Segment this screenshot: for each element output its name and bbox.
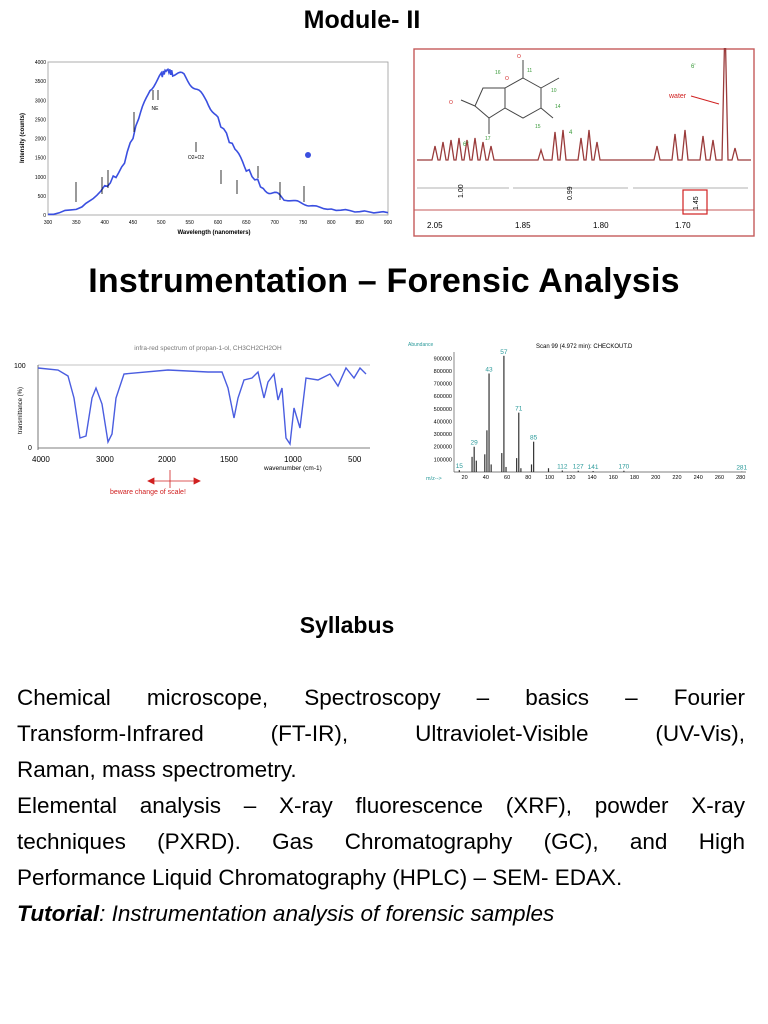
svg-text:14: 14 [555,104,561,110]
ms-peak-label: 112 [557,463,568,471]
mass-spectrum-chart [396,338,756,484]
syllabus-heading: Syllabus [299,612,395,638]
peak-label-6p: 6' [691,64,696,70]
ms-xtick: 180 [629,475,640,481]
c1-xtick: 800 [327,220,336,226]
ms-ytick: 200000 [433,444,452,451]
ms-xtick: 120 [566,475,576,481]
c1-ytick: 4000 [34,60,46,66]
ms-xtick: 80 [525,475,532,481]
svg-text:15: 15 [535,124,541,130]
syllabus-line: Chemical microscope, Spectroscopy – basics – Fourier [17,685,745,710]
integral-1: 1.00 [458,184,465,198]
nmr-tick-3: 1.80 [593,221,609,230]
ms-ytick: 600000 [433,394,452,401]
ms-ytick: 400000 [433,419,452,426]
svg-text:11: 11 [527,68,533,74]
ms-xtick: 200 [651,475,661,481]
c1-xtick: 300 [43,220,53,226]
c1-xtick: 600 [213,220,223,226]
ms-peak-label: 170 [618,463,630,471]
syllabus-line: Performance Liquid Chromatography (HPLC) – SEM- EDAX. [17,865,623,890]
nmr-spectrum-chart [413,48,755,238]
ms-xticks [462,475,746,481]
ms-peak-label: 15 [455,463,463,471]
ms-peak-labels [456,349,748,472]
tutorial-text: : Instrumentation analysis of forensic samples [99,901,555,926]
ms-peak-label: 43 [485,366,493,374]
c1-xtick: 400 [100,220,109,226]
svg-text:O: O [505,76,509,82]
svg-text:17: 17 [485,136,491,142]
ms-xtick: 20 [461,475,468,481]
ir-spectrum-chart [8,338,373,500]
nmr-tick-2: 1.85 [515,221,531,230]
syllabus-line: Elemental analysis – X-ray fluorescence (XRF), powder X-ray [17,793,745,818]
ms-ytick: 500000 [433,406,452,413]
svg-text:10: 10 [551,88,557,94]
tutorial-line [17,896,745,932]
svg-text:1000: 1000 [284,455,302,464]
svg-text:4000: 4000 [32,455,50,464]
svg-text:O: O [449,100,453,106]
c1-ytick: 0 [43,213,46,219]
water-label: water [669,93,687,100]
c1-xtick: 750 [298,220,308,226]
module-title: Module- II [303,6,421,34]
c1-ytick: 500 [37,193,46,200]
c1-ytick: 2500 [34,117,46,124]
ir-ylabel: transmittance (%) [18,386,24,434]
ms-xtick: 280 [736,475,746,481]
ms-xtick: 100 [544,475,555,481]
nmr-tick-1: 2.05 [427,221,443,230]
c1-ytick: 1500 [34,155,46,162]
svg-text:2000: 2000 [158,455,176,464]
c1-xtick: 350 [72,220,81,226]
syllabus-line: Raman, mass spectrometry. [17,757,297,782]
ms-xtick: 140 [587,475,597,481]
emission-dot [305,152,311,158]
ms-ytick: 800000 [433,368,452,375]
ms-peak-label: 281 [736,464,748,472]
c1-xtick: 500 [157,220,166,226]
emission-spectrum-chart [14,52,394,242]
svg-text:3000: 3000 [96,455,114,464]
c1-ytick: 3000 [34,98,46,105]
integral-2: 0.99 [567,186,574,200]
c1-xtick: 700 [270,220,279,226]
ir-title: infra-red spectrum of propan-1-ol, CH3CH2CH2OH [134,345,282,352]
ms-peak-label: 141 [587,463,599,471]
tutorial-label: Tutorial [17,901,100,926]
ir-trace [38,368,366,444]
syllabus-line: techniques (PXRD). Gas Chromatography (GC), and High [17,829,745,854]
ir-xlabel: wavenumber (cm-1) [264,465,322,472]
ms-peak-label: 71 [515,405,523,413]
peak-label-4: 4 [569,130,573,136]
ms-yticks [434,356,452,463]
peak-label-6pp: 6'' [463,142,469,148]
ms-peak-label: 85 [530,434,538,442]
c1-ytick: 3500 [34,79,46,86]
c1-xtick: 900 [383,220,393,226]
c1-xlabel: Wavelength (nanometers) [177,230,251,236]
c1-xtick: 650 [242,220,251,226]
ir-ytick-0: 0 [28,445,32,452]
ms-peak-label: 57 [500,348,508,356]
ms-xtick: 260 [714,475,725,481]
syllabus-body [17,680,745,932]
c1-ylabel: Intensity (counts) [20,112,26,164]
svg-text:500: 500 [348,455,362,464]
c1-o2-label: O2+O2 [187,155,205,161]
scale-change-arrow [148,470,200,488]
c1-ytick: 2000 [34,136,46,143]
svg-text:O: O [517,54,521,60]
c1-xtick: 550 [185,220,194,226]
c1-xtick: 450 [128,220,138,226]
c1-ytick: 1000 [34,174,46,181]
ms-xtick: 60 [504,475,511,481]
ms-xtick: 240 [693,475,703,481]
scale-note: beware change of scale! [110,489,186,496]
svg-text:16: 16 [495,70,501,76]
svg-text:1500: 1500 [220,455,238,464]
ms-ytick: 700000 [433,381,452,388]
ms-ytick: 100000 [433,457,452,464]
ms-bars [459,356,741,472]
integral-3: 1.45 [693,196,700,210]
syllabus-line: Transform-Infrared (FT-IR), Ultraviolet-Visible (UV-Vis), [17,721,745,746]
ms-peak-label: 29 [470,439,478,447]
ms-ytick: 300000 [433,432,452,439]
ms-title: Scan 99 (4.972 min): CHECKOUT.D [536,344,633,350]
ir-ytick-100: 100 [14,363,26,370]
ms-xlabel: m/z--> [426,476,442,482]
c1-ne-label: NE [151,106,159,112]
ms-xtick: 160 [608,475,618,481]
ms-xtick: 40 [482,475,489,481]
ms-xtick: 220 [672,475,682,481]
nmr-tick-4: 1.70 [675,221,691,230]
ir-xticks [32,455,362,464]
page-title: Instrumentation – Forensic Analysis [88,262,680,300]
ms-ylabel: Abundance [408,342,434,348]
c1-xtick: 850 [355,220,364,226]
ms-peak-label: 127 [572,463,584,471]
ms-ytick: 900000 [433,356,452,363]
